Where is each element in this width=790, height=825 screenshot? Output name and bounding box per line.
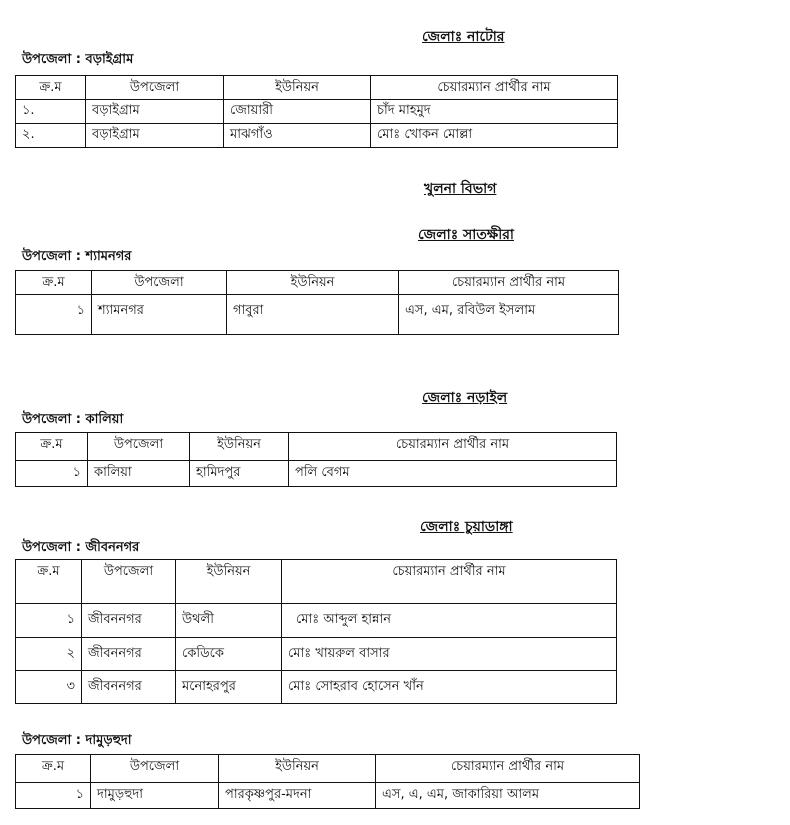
header-upazila: উপজেলা [82, 560, 176, 604]
candidate-table-chuadanga [15, 559, 617, 704]
cell-candidate: এস, এ, এম, জাকারিয়া আলম [376, 783, 640, 809]
upazila-label-shyamnagar: উপজেলা : শ্যামনগর [22, 249, 132, 264]
cell-candidate: পলি বেগম [289, 461, 617, 487]
cell-union: মাঝগাঁও [224, 124, 371, 148]
district-heading-narail: জেলাঃ নড়াইল [422, 390, 508, 406]
cell-serial: ২ [16, 638, 82, 671]
header-candidate: চেয়ারম্যান প্রার্থীর নাম [399, 271, 619, 295]
table-header-row [16, 755, 640, 783]
table-row [16, 604, 617, 638]
header-candidate: চেয়ারম্যান প্রার্থীর নাম [371, 76, 618, 100]
district-heading-chuadanga: জেলাঃ চুয়াডাঙ্গা [420, 519, 513, 535]
header-candidate: চেয়ারম্যান প্রার্থীর নাম [376, 755, 640, 783]
table-header-row [16, 560, 617, 604]
table-row [16, 100, 618, 124]
header-serial: ক্র.ম [16, 271, 92, 295]
cell-union: গাবুরা [227, 295, 399, 335]
cell-upazila: জীবননগর [82, 604, 176, 638]
header-upazila: উপজেলা [88, 433, 190, 461]
table-header-row [16, 271, 619, 295]
cell-upazila: বড়াইগ্রাম [86, 100, 224, 124]
table-row [16, 671, 617, 704]
candidate-table-narail [15, 432, 617, 487]
header-union: ইউনিয়ন [227, 271, 399, 295]
upazila-label-kalia: উপজেলা : কালিয়া [22, 412, 124, 427]
cell-union: কেডিকে [176, 638, 282, 671]
division-heading-khulna: খুলনা বিভাগ [424, 181, 497, 197]
cell-union: জোয়ারী [224, 100, 371, 124]
table-header-row [16, 76, 618, 100]
cell-candidate: মোঃ খোকন মোল্লা [371, 124, 618, 148]
upazila-label-jibannagar: উপজেলা : জীবননগর [22, 540, 140, 555]
cell-union: হামিদপুর [190, 461, 289, 487]
cell-candidate: চাঁদ মাহমুদ [371, 100, 618, 124]
table-row [16, 295, 619, 335]
cell-serial: ১ [16, 783, 91, 809]
header-union: ইউনিয়ন [190, 433, 289, 461]
cell-serial: ১ [16, 604, 82, 638]
header-candidate: চেয়ারম্যান প্রার্থীর নাম [289, 433, 617, 461]
header-candidate: চেয়ারম্যান প্রার্থীর নাম [282, 560, 617, 604]
table-row [16, 638, 617, 671]
cell-upazila: জীবননগর [82, 671, 176, 704]
upazila-label-damurhuda: উপজেলা : দামুড়হুদা [22, 733, 132, 748]
cell-candidate: মোঃ আব্দুল হান্নান [282, 604, 617, 638]
table-row [16, 783, 640, 809]
cell-upazila: দামুড়হুদা [91, 783, 219, 809]
cell-union: পারকৃষ্ণপুর-মদনা [219, 783, 376, 809]
cell-serial: ১ [16, 295, 92, 335]
district-heading-natore: জেলাঃ নাটোর [422, 29, 505, 45]
upazila-label-baraigram: উপজেলা : বড়াইগ্রাম [22, 52, 134, 67]
candidate-table-damurhuda [15, 754, 640, 809]
table-header-row [16, 433, 617, 461]
header-serial: ক্র.ম [16, 560, 82, 604]
header-serial: ক্র.ম [16, 76, 86, 100]
cell-candidate: মোঃ সোহরাব হোসেন খাঁন [282, 671, 617, 704]
cell-union: উথলী [176, 604, 282, 638]
cell-upazila: বড়াইগ্রাম [86, 124, 224, 148]
cell-candidate: মোঃ খায়রুল বাসার [282, 638, 617, 671]
header-serial: ক্র.ম [16, 755, 91, 783]
header-union: ইউনিয়ন [219, 755, 376, 783]
header-upazila: উপজেলা [92, 271, 227, 295]
cell-serial: ৩ [16, 671, 82, 704]
header-serial: ক্র.ম [16, 433, 88, 461]
header-union: ইউনিয়ন [176, 560, 282, 604]
cell-serial: ২. [16, 124, 86, 148]
cell-union: মনোহরপুর [176, 671, 282, 704]
table-row [16, 124, 618, 148]
cell-upazila: জীবননগর [82, 638, 176, 671]
table-row [16, 461, 617, 487]
candidate-table-satkhira [15, 270, 619, 335]
header-upazila: উপজেলা [86, 76, 224, 100]
header-upazila: উপজেলা [91, 755, 219, 783]
district-heading-satkhira: জেলাঃ সাতক্ষীরা [418, 227, 514, 243]
candidate-table-natore [15, 75, 618, 148]
cell-upazila: কালিয়া [88, 461, 190, 487]
cell-candidate: এস, এম, রবিউল ইসলাম [399, 295, 619, 335]
cell-serial: ১. [16, 100, 86, 124]
cell-upazila: শ্যামনগর [92, 295, 227, 335]
cell-serial: ১ [16, 461, 88, 487]
header-union: ইউনিয়ন [224, 76, 371, 100]
